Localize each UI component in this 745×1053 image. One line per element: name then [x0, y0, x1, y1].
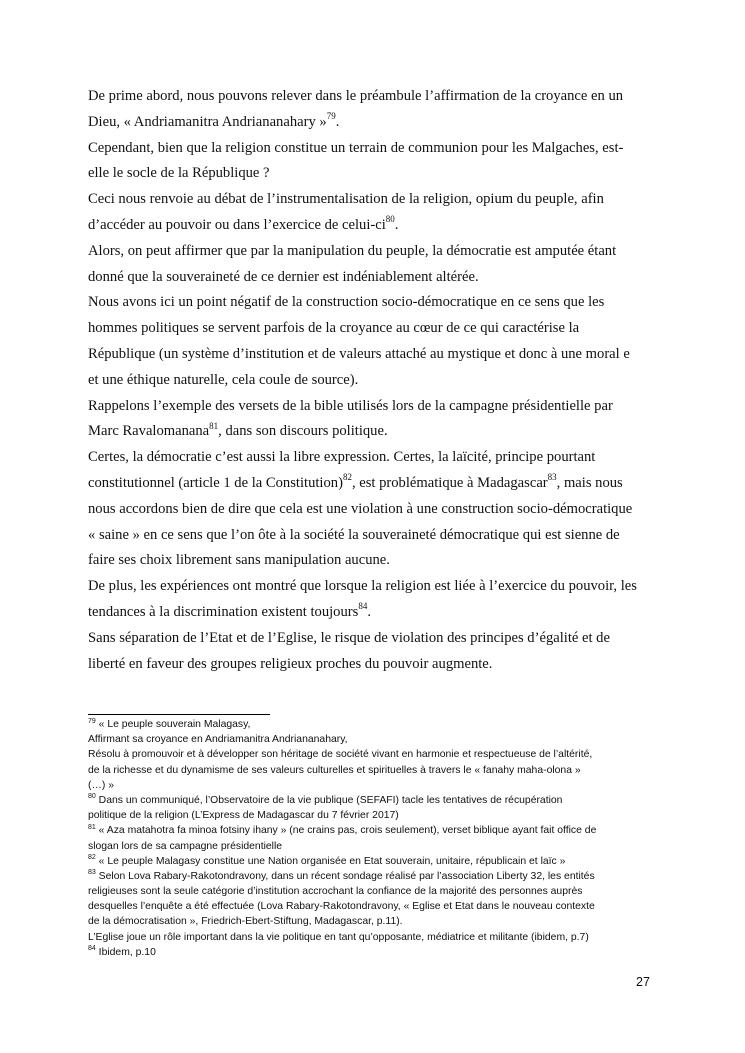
text-line: nous accordons bien de dire que cela est une violation à une construction socio-démocratique: [88, 500, 633, 517]
text-line: De prime abord, nous pouvons relever dans le préambule l’affirmation de la croyance en un: [88, 88, 624, 104]
footnote-81: $^{81}$ « Aza matahotra fa minoa fotsiny ihany » (ne crains pas, crois seulement), verset biblique ayant fait office de: [88, 823, 597, 837]
footnote-84: $^{84}$ Ibidem, p.10: [88, 945, 156, 958]
footnote-line: L’Eglise joue un rôle important dans la vie politique en tant qu’opposante, médiatrice et militante (ibidem, p.7): [88, 931, 589, 943]
footnote-82: $^{82}$ « Le peuple Malagasy constitue une Nation organisée en Etat souverain, unitaire, républicain et laïc »: [88, 854, 566, 867]
text-line: constitutionnel (article 1 de la Constitution)$^{82}$, est problématique à Madagascar$^{83}$, mais nous: [88, 472, 623, 491]
text-line: donné que la souveraineté de ce dernier est indéniablement altérée.: [88, 268, 479, 285]
footnotes: [88, 717, 663, 960]
text-line: faire ses choix librement sans manipulation aucune.: [88, 552, 390, 569]
footnote-line: religieuses sont la seule catégorie d’institution accrochant la confiance de la majorité des personnes auprès: [88, 886, 583, 898]
footnote-ref-83[interactable]: 83: [547, 472, 557, 483]
text-line: Cependant, bien que la religion constitue un terrain de communion pour les Malgaches, est-: [88, 139, 624, 156]
footnote-ref-84[interactable]: 84: [358, 601, 368, 612]
footnote-line: de la démocratisation », Friedrich-Ebert-Stiftung, Madagascar, p.11).: [88, 916, 403, 928]
footnote-line: de la richesse et du dynamisme de ses valeurs culturelles et spirituelles à travers le « fanahy maha-olona »: [88, 764, 581, 776]
page-number: 27: [636, 975, 650, 989]
text-line: elle le socle de la République ?: [88, 165, 270, 182]
text-line: hommes politiques se servent parfois de la croyance au cœur de ce qui caractérise la: [88, 320, 580, 337]
text-line: Marc Ravalomanana$^{81}$, dans son discours politique.: [88, 420, 388, 440]
footnote-line: (…) »: [88, 779, 114, 791]
text-line: Nous avons ici un point négatif de la construction socio-démocratique en ce sens que les: [88, 294, 605, 311]
footnote-ref-79[interactable]: 79: [326, 110, 336, 121]
text-line: et une éthique naturelle, cela coule de source).: [88, 371, 359, 388]
footnote-ref-82[interactable]: 82: [342, 472, 352, 483]
text-line: Sans séparation de l’Etat et de l’Eglise, le risque de violation des principes d’égalité et de: [88, 629, 610, 646]
footnote-ref-81[interactable]: 81: [209, 420, 219, 431]
footnote-line: desquelles l’enquête a été effectuée (Lova Rabary-Rakotondravony, « Eglise et Etat dans le nouveau contexte: [88, 901, 595, 913]
footnote-line: Affirmant sa croyance en Andriamanitra Andriananahary,: [88, 734, 348, 746]
footnote-83: $^{83}$ Selon Lova Rabary-Rakotondravony, dans un récent sondage réalisé par l’association Liberty 32, les entités: [88, 869, 595, 882]
text-line: liberté en faveur des groupes religieux proches du pouvoir augmente.: [88, 655, 493, 672]
text-line: d’accéder au pouvoir ou dans l’exercice de celui-$ci^{80}$.: [88, 214, 399, 233]
text-line: République (un système d’institution et de valeurs attaché au mystique et donc à une moral e: [88, 345, 630, 362]
footnote-line: politique de la religion (L’Express de Madagascar du 7 février 2017): [88, 810, 399, 822]
text-line: De plus, les expériences ont montré que lorsque la religion est liée à l’exercice du pouvoir, les: [88, 578, 637, 595]
text-line: Ceci nous renvoie au débat de l’instrumentalisation de la religion, opium du peuple, afin: [88, 191, 604, 208]
text-line: Alors, on peut affirmer que par la manipulation du peuple, la démocratie est amputée étant: [88, 242, 617, 259]
main-text: [88, 84, 658, 677]
text-line: « saine » en ce sens que l’on ôte à la société la souveraineté démocratique qui est sienne de: [88, 526, 620, 543]
text-line: tendances à la discrimination existent toujours$^{84}$.: [88, 601, 371, 620]
text-line: Rappelons l’exemple des versets de la bible utilisés lors de la campagne présidentielle par: [88, 397, 613, 414]
text-line: Dieu, « Andriamanitra Andriananahary »$^{79}$.: [88, 110, 340, 130]
footnote-line: slogan lors de sa campagne présidentielle: [88, 840, 283, 852]
footnote-separator: [88, 714, 270, 715]
footnote-line: Résolu à promouvoir et à développer son héritage de société vivant en harmonie et respectueuse de l’altérité,: [88, 749, 593, 761]
footnote-80: $^{80}$ Dans un communiqué, l’Observatoire de la vie publique (SEFAFI) tacle les tentatives de récupération: [88, 793, 563, 806]
footnote-ref-80[interactable]: 80: [385, 214, 395, 225]
footnote-79: $^{79}$ « Le peuple souverain Malagasy,: [88, 717, 251, 730]
text-line: Certes, la démocratie c’est aussi la libre expression. Certes, la laïcité, principe pourtant: [88, 449, 596, 466]
